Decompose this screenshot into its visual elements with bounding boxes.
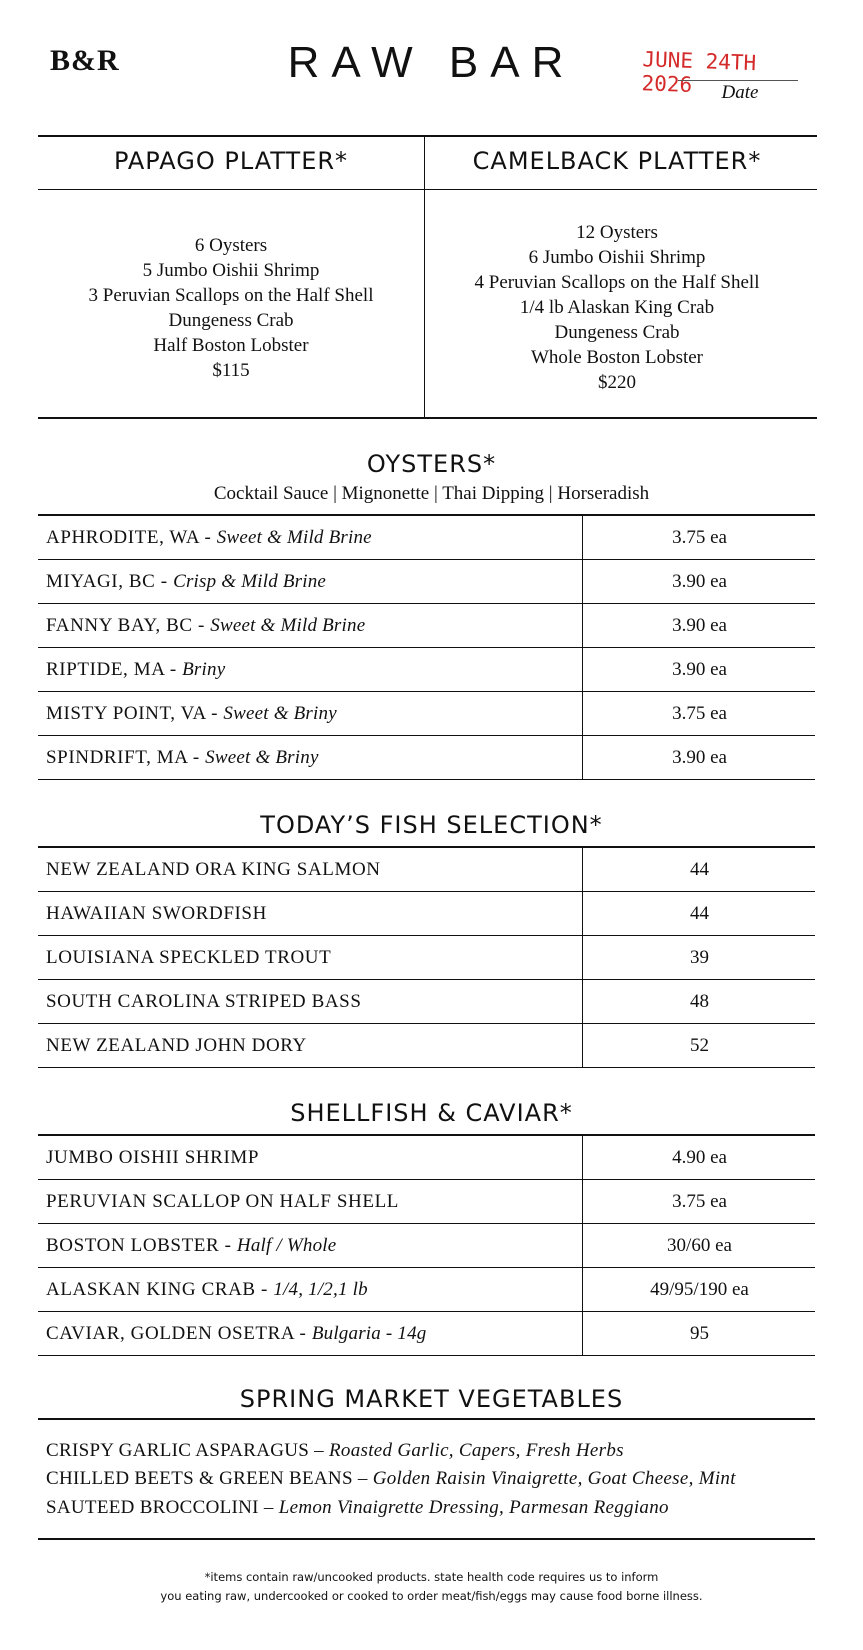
item-desc: Lemon Vinaigrette Dressing, Parmesan Reggiano — [278, 1497, 669, 1518]
item-desc: Sweet & Mild Brine — [210, 615, 366, 636]
item-price: 3.75 ea — [582, 516, 816, 559]
item-name: LOUISIANA SPECKLED TROUT — [46, 947, 332, 968]
platter-item: Dungeness Crab — [168, 310, 294, 331]
item-price: 44 — [582, 848, 816, 891]
item-name: PERUVIAN SCALLOP ON HALF SHELL — [46, 1191, 399, 1212]
fish-title: TODAY’S FISH SELECTION* — [260, 811, 603, 839]
table-row — [38, 560, 815, 604]
oysters-title: OYSTERS* — [366, 450, 497, 478]
item-price: 3.90 ea — [582, 604, 816, 647]
item-price: 30/60 ea — [582, 1224, 816, 1267]
platter-items-camelback — [424, 220, 810, 395]
item-price: 3.90 ea — [582, 736, 816, 779]
platter-item: 12 Oysters — [576, 222, 658, 243]
item-name: RIPTIDE, MA - Briny — [46, 659, 226, 680]
date-label: Date — [721, 82, 759, 103]
platter-items-papago — [38, 233, 424, 383]
table-row — [38, 604, 815, 648]
item-name: HAWAIIAN SWORDFISH — [46, 903, 267, 924]
platter-item: Dungeness Crab — [554, 322, 680, 343]
item-name: BOSTON LOBSTER - Half / Whole — [46, 1235, 337, 1256]
table-row — [38, 1312, 815, 1356]
platter-item: 3 Peruvian Scallops on the Half Shell — [88, 285, 374, 306]
platter-item: 4 Peruvian Scallops on the Half Shell — [474, 272, 760, 293]
item-price: 52 — [582, 1024, 816, 1067]
item-name: SOUTH CAROLINA STRIPED BASS — [46, 991, 362, 1012]
table-row — [38, 1224, 815, 1268]
oyster-sauces: Cocktail Sauce | Mignonette | Thai Dipping | Horseradish — [213, 483, 650, 504]
shellfish-title: SHELLFISH & CAVIAR* — [290, 1099, 573, 1127]
table-row — [38, 648, 815, 692]
table-row — [38, 1180, 815, 1224]
item-desc: Crisp & Mild Brine — [173, 571, 327, 592]
item-name: CAVIAR, GOLDEN OSETRA - Bulgaria - 14g — [46, 1323, 427, 1344]
health-notice-line: you eating raw, undercooked or cooked to order meat/fish/eggs may cause food borne illness. — [160, 1589, 703, 1603]
platter-item: 1/4 lb Alaskan King Crab — [519, 297, 715, 318]
item-price: 3.75 ea — [582, 1180, 816, 1223]
list-item: CRISPY GARLIC ASPARAGUS – Roasted Garlic, Capers, Fresh Herbs — [46, 1440, 624, 1461]
platter-price: $115 — [212, 360, 250, 381]
platter-item: 5 Jumbo Oishii Shrimp — [142, 260, 320, 281]
item-desc: Sweet & Briny — [205, 747, 319, 768]
date-underline — [678, 80, 798, 81]
platter-item: Whole Boston Lobster — [530, 347, 704, 368]
item-price: 3.90 ea — [582, 560, 816, 603]
table-row — [38, 516, 815, 560]
platters-table — [38, 135, 817, 419]
item-name: FANNY BAY, BC - Sweet & Mild Brine — [46, 615, 366, 636]
health-notice-line: *items contain raw/uncooked products. state health code requires us to inform — [204, 1570, 659, 1584]
item-name: ALASKAN KING CRAB - 1/4, 1/2,1 lb — [46, 1279, 368, 1300]
item-desc: Sweet & Mild Brine — [216, 527, 372, 548]
item-price: 49/95/190 ea — [582, 1268, 816, 1311]
table-row — [38, 692, 815, 736]
item-desc: Half / Whole — [236, 1235, 337, 1256]
health-notice — [0, 1568, 863, 1606]
table-row — [38, 892, 815, 936]
table-row — [38, 848, 815, 892]
item-name: MISTY POINT, VA - Sweet & Briny — [46, 703, 337, 724]
item-desc: Sweet & Briny — [223, 703, 337, 724]
item-name: JUMBO OISHII SHRIMP — [46, 1147, 260, 1168]
item-price: 48 — [582, 980, 816, 1023]
vegetables-title: SPRING MARKET VEGETABLES — [239, 1385, 624, 1413]
item-name: MIYAGI, BC - Crisp & Mild Brine — [46, 571, 327, 592]
oysters-table — [38, 514, 815, 780]
table-row — [38, 1136, 815, 1180]
item-desc: Briny — [182, 659, 226, 680]
item-name: SPINDRIFT, MA - Sweet & Briny — [46, 747, 319, 768]
item-price: 44 — [582, 892, 816, 935]
list-item: CHILLED BEETS & GREEN BEANS – Golden Raisin Vinaigrette, Goat Cheese, Mint — [46, 1468, 736, 1489]
date-stamp: JUNE 24TH 2026 — [641, 47, 757, 97]
platter-title-camelback: CAMELBACK PLATTER* — [472, 147, 762, 175]
item-price: 3.75 ea — [582, 692, 816, 735]
brand-logo: B&R — [50, 44, 120, 77]
item-price: 39 — [582, 936, 816, 979]
table-row — [38, 736, 815, 780]
item-name: NEW ZEALAND ORA KING SALMON — [46, 859, 381, 880]
item-desc: Roasted Garlic, Capers, Fresh Herbs — [329, 1440, 624, 1461]
platter-item: 6 Jumbo Oishii Shrimp — [528, 247, 706, 268]
platter-header-divider — [38, 189, 817, 190]
table-row — [38, 936, 815, 980]
table-row — [38, 980, 815, 1024]
list-item: SAUTEED BROCCOLINI – Lemon Vinaigrette Dressing, Parmesan Reggiano — [46, 1497, 669, 1518]
item-price: 3.90 ea — [582, 648, 816, 691]
item-desc: 1/4, 1/2,1 lb — [273, 1279, 368, 1300]
item-desc: Golden Raisin Vinaigrette, Goat Cheese, Mint — [372, 1468, 736, 1489]
page-title: RAW BAR — [287, 38, 576, 87]
platter-item: Half Boston Lobster — [153, 335, 309, 356]
item-price: 95 — [582, 1312, 816, 1355]
shellfish-table — [38, 1134, 815, 1356]
item-price: 4.90 ea — [582, 1136, 816, 1179]
table-row — [38, 1024, 815, 1068]
platter-title-papago: PAPAGO PLATTER* — [113, 147, 349, 175]
vegetables-list — [38, 1418, 815, 1540]
platter-price: $220 — [598, 372, 636, 393]
item-desc: Bulgaria - 14g — [311, 1323, 427, 1344]
table-row — [38, 1268, 815, 1312]
item-name: NEW ZEALAND JOHN DORY — [46, 1035, 307, 1056]
fish-table — [38, 846, 815, 1068]
platter-item: 6 Oysters — [194, 235, 268, 256]
item-name: APHRODITE, WA - Sweet & Mild Brine — [46, 527, 372, 548]
